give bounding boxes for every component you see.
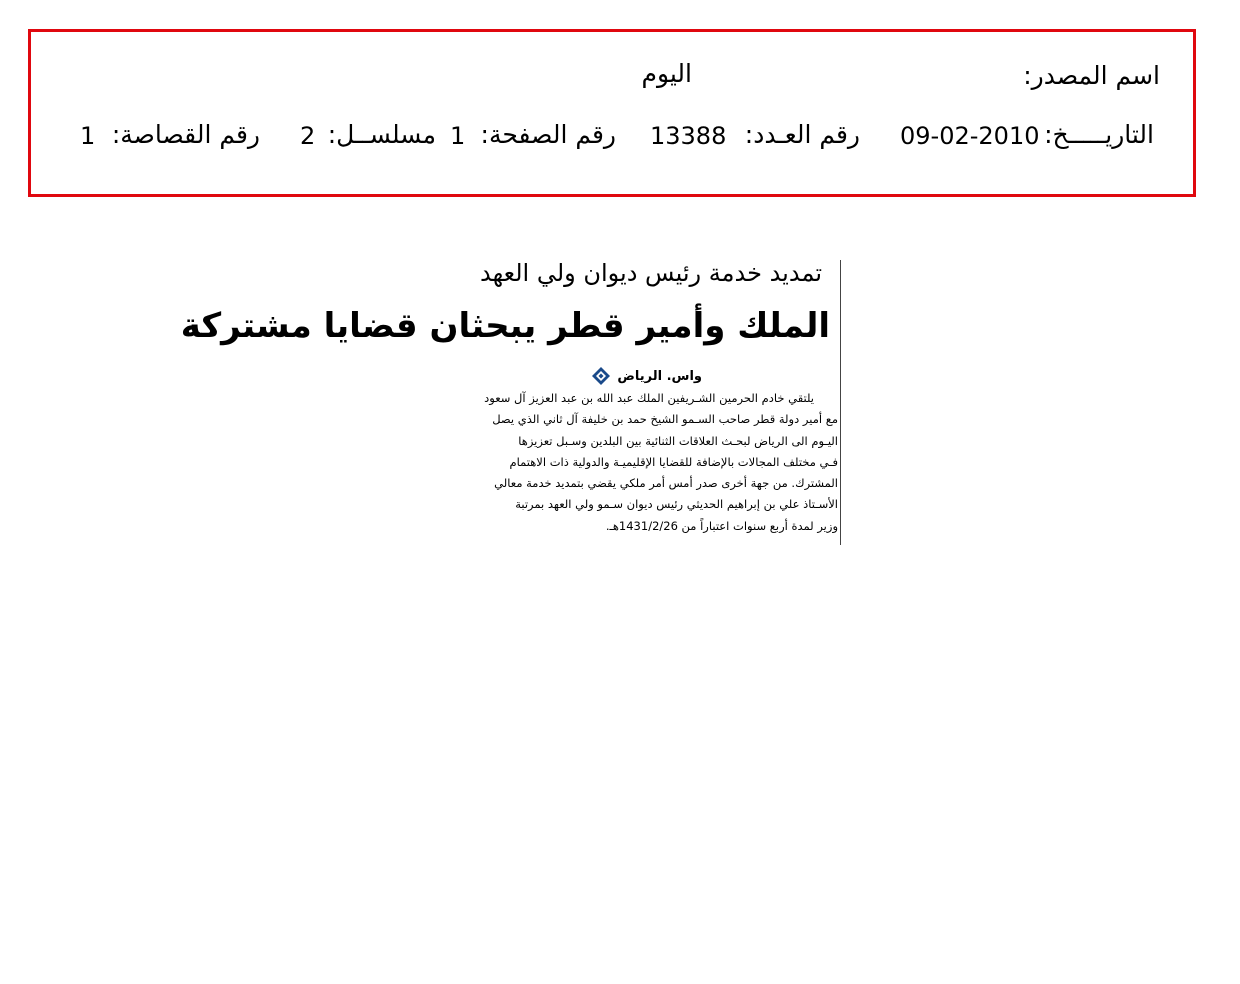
page-value: 1 [450,122,466,150]
date-label: التاريـــــخ: [1044,120,1154,149]
source-value: اليوم [641,59,692,88]
news-article [180,258,842,546]
byline-text: واس. الرياض [617,368,702,384]
clipping-info-box [28,29,1196,197]
clip-label: رقم القصاصة: [111,120,260,149]
issue-label: رقم العـدد: [744,120,860,149]
article-byline [591,366,702,386]
body-line: مع أمير دولة قطر صاحب السـمو الشيخ حمد بن خليفة آل ثاني الذي يصل [492,412,838,427]
article-body [426,388,838,537]
issue-value: 13388 [650,122,727,150]
clip-value: 1 [80,122,96,150]
article-kicker: تمديد خدمة رئيس ديوان ولي العهد [479,259,822,287]
serial-label: مسلســل: [327,120,436,149]
article-headline: الملك وأمير قطر يبحثان قضايا مشتركة [180,306,830,346]
body-line: اليـوم الى الرياض لبحـث العلاقات الثنائية بين البلدين وسـبل تعزيزها [518,433,838,448]
body-line: يلتقي خادم الحرمين الشـريفين الملك عبد الله بن عبد العزيز آل سعود [484,391,814,405]
serial-value: 2 [300,122,316,150]
source-label: اسم المصدر: [1023,61,1160,90]
body-line: الأسـتاذ علي بن إبراهيم الحديثي رئيس ديوان سـمو ولي العهد بمرتبة [515,497,838,512]
page-label: رقم الصفحة: [480,120,616,149]
body-line: المشترك. من جهة أخرى صدر أمس أمر ملكي يقضي بتمديد خدمة معالي [494,476,838,491]
body-line: فـي مختلف المجالات بالإضافة للقضايا الإقليميـة والدولية ذات الاهتمام [509,454,838,469]
spa-logo-icon [591,366,611,386]
body-line: وزير لمدة أربع سنوات اعتباراً من 1431/2/26هـ. [605,518,838,533]
date-value: 09-02-2010 [900,122,1040,150]
